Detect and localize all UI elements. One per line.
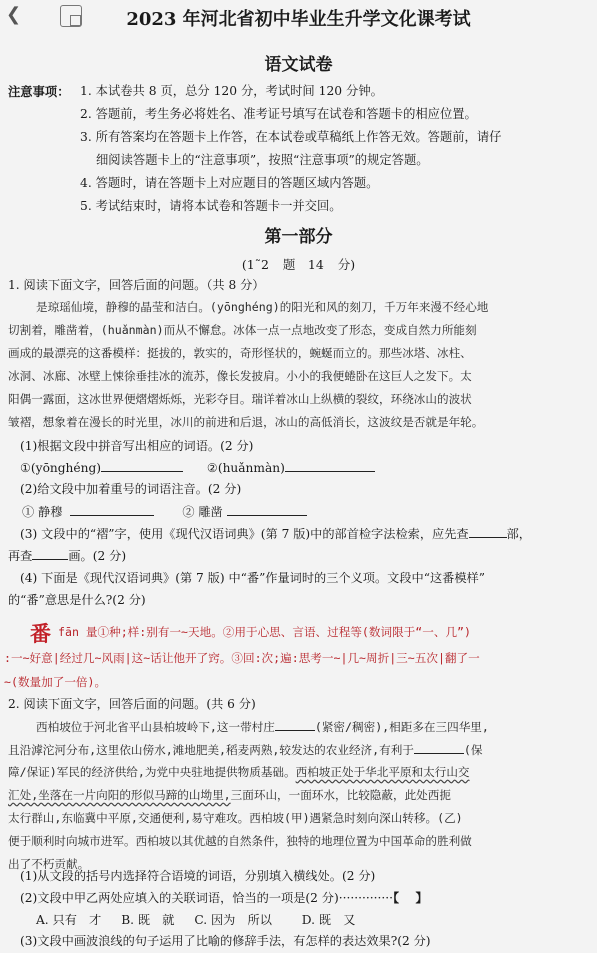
notice-item: 3. 所有答案均在答题卡上作答，在本试卷或草稿纸上作答无效。答题前，请仔 — [80, 130, 502, 144]
passage-line: 切割着，雕凿着，(huǎnmàn)而从不懈怠。冰体一点一点地改变了形态，变成自然力所能刻 — [8, 323, 477, 337]
sub-question-3-text: 再查 — [8, 549, 33, 563]
passage-line: 太行群山,东临冀中平原,交通便利,易守难攻。西柏坡(甲)遇紧急时刻向深山转移。(乙) — [8, 811, 463, 825]
dictionary-line: :一~好意|经过几~风雨|这~话让他开了窍。③回:次;遍:思考一~|几~周折|三~五次|翻了一 — [4, 651, 480, 665]
passage-line: 皱褶，想象着在漫长的时光里，冰川的前进和后退，冰山的高低消长，这波纹是否就是年轮。 — [8, 415, 484, 429]
wavy-underlined-text: 汇处,坐落在一片向阳的形似马蹄的山坳里, — [8, 788, 231, 802]
sub-question-1: (1)根据文段中拼音写出相应的词语。(2 分) — [20, 439, 254, 453]
sub-question-4: (4) 下面是《现代汉语词典》(第 7 版) 中“番”作量词时的三个义项。文段中“这番模样” — [20, 571, 485, 585]
sub-question-3-text: 部， — [506, 527, 531, 541]
passage-line: 便于顺利时向城市进军。西柏坡以其优越的自然条件，独特的地理位置为中国革命的胜利做 — [8, 834, 472, 848]
pinyin-label-a: ①(yōnghéng) — [20, 461, 102, 475]
answer-blank[interactable] — [275, 716, 315, 731]
q2-sub-question-3: (3)文段中画波浪线的句子运用了比喻的修辞手法，有怎样的表达效果?(2 分) — [20, 934, 431, 948]
answer-bracket[interactable]: 【 】 — [392, 891, 428, 905]
passage-text: 且沿滹沱河分布,这里依山傍水,滩地肥美,稻麦两熟,较发达的农业经济,有利于 — [8, 743, 414, 757]
answer-blank[interactable] — [101, 457, 183, 472]
passage-text: (紧密/稠密),相距多在三四华里, — [314, 720, 489, 734]
q2-sub-question-2-text: (2)文段中甲乙两处应填入的关联词语，恰当的一项是(2 分)·············· — [20, 891, 393, 905]
passage-line: 阳偶一露面，这冰世界便熠熠烁烁，光彩夺目。瑞详着冰山上纵横的裂纹，环绕冰山的波状 — [8, 392, 472, 406]
q2-sub-question-1: (1)从文段的括号内选择符合语境的词语，分别填入横线处。(2 分) — [20, 869, 376, 883]
sub-question-3 — [20, 523, 531, 544]
option-a[interactable]: A. 只有 才 — [36, 913, 102, 927]
answer-blank[interactable] — [414, 739, 464, 754]
notice-item: 1. 本试卷共 8 页，总分 120 分，考试时间 120 分钟。 — [80, 84, 383, 98]
sub-question-3-text: (3) 文段中的“褶”字，使用《现代汉语词典》(第 7 版)中的部首检字法检索，应先查 — [20, 527, 469, 541]
option-c[interactable]: C. 因为 所以 — [194, 913, 272, 927]
dictionary-line: ~(数量加了一倍)。 — [4, 675, 107, 689]
passage-text: 西柏坡位于河北省平山县柏坡岭下,这一带村庄 — [36, 720, 275, 734]
dictionary-headword: 番 — [30, 621, 51, 646]
passage-line: 画成的最漂亮的这番模样：挺拔的，敦实的，奇形怪状的，蜿蜒而立的。那些冰塔、冰柱、 — [8, 346, 472, 360]
answer-line-2 — [22, 501, 307, 522]
wavy-underlined-text: 西柏坡正处于华北平原和太行山交 — [295, 765, 470, 779]
sub-question-3-text: 画。(2 分) — [68, 549, 127, 563]
part-title: 第一部分 — [264, 227, 333, 247]
option-b[interactable]: B. 既 就 — [121, 913, 175, 927]
passage-line: 冰洞、冰廊、冰壁上悚徐垂挂冰的流苏，像长发披肩。小小的我便蜷卧在这巨人之发下。太 — [8, 369, 472, 383]
notice-item: 2. 答题前，考生务必将姓名、准考证号填写在试卷和答题卡的相应位置。 — [80, 107, 477, 121]
notice-item: 5. 考试结束时，请将本试卷和答题卡一并交回。 — [80, 199, 342, 213]
passage-text: 三面环山，一面环水，比较隐蔽，此处西扼 — [230, 788, 451, 802]
question-2-stem: 2. 阅读下面文字，回答后面的问题。(共 6 分) — [8, 697, 256, 711]
answer-blank[interactable] — [32, 545, 68, 560]
passage-line — [8, 762, 470, 782]
sub-question-4-cont: 的“番”意思是什么?(2 分) — [8, 593, 146, 607]
word-label-a: ① 静穆 — [22, 505, 63, 519]
question-1-stem: 1. 阅读下面文字，回答后面的问题。（共 8 分） — [8, 278, 265, 292]
sub-question-3-cont — [8, 545, 126, 566]
passage-text: 障/保证)军民的经济供给,为党中央驻地提供物质基础。 — [8, 765, 296, 779]
passage-line — [8, 785, 451, 805]
word-label-b: ② 雕凿 — [182, 505, 223, 519]
notice-item: 细阅读答题卡上的“注意事项”，按照“注意事项”的规定答题。 — [96, 153, 429, 167]
back-arrow-icon[interactable]: ❮ — [6, 4, 22, 25]
dictionary-line: fān 量①种;样:别有一~天地。②用于心思、言语、过程等(数词限于“一、几”) — [58, 625, 472, 639]
passage-text: (保 — [463, 743, 483, 757]
options-row — [36, 910, 355, 930]
question-range: (1˜2 题 14 分) — [241, 257, 356, 272]
pinyin-label-b: ②(huǎnmàn) — [206, 461, 285, 475]
answer-blank[interactable] — [70, 501, 154, 516]
answer-blank[interactable] — [227, 501, 307, 516]
q2-sub-question-2 — [20, 888, 428, 908]
sub-question-2: (2)给文段中加着重号的词语注音。(2 分) — [20, 482, 242, 496]
passage-line: 是琼瑶仙境，静穆的晶莹和洁白。(yōnghéng)的阳光和风的刻刀，千万年来漫不经心地 — [36, 300, 489, 314]
notice-heading: 注意事项： — [8, 84, 70, 99]
exam-title: 2023 年河北省初中毕业生升学文化课考试 — [126, 9, 471, 30]
answer-blank[interactable] — [285, 457, 375, 472]
answer-blank[interactable] — [469, 523, 507, 538]
answer-line-1 — [20, 457, 375, 478]
passage-line: 出了不朽贡献。 — [8, 857, 90, 871]
passage-line — [36, 716, 489, 737]
paper-title: 语文试卷 — [264, 55, 333, 75]
notice-item: 4. 答题时，请在答题卡上对应题目的答题区域内答题。 — [80, 176, 379, 190]
option-d[interactable]: D. 既 又 — [301, 913, 356, 927]
passage-line — [8, 739, 482, 760]
